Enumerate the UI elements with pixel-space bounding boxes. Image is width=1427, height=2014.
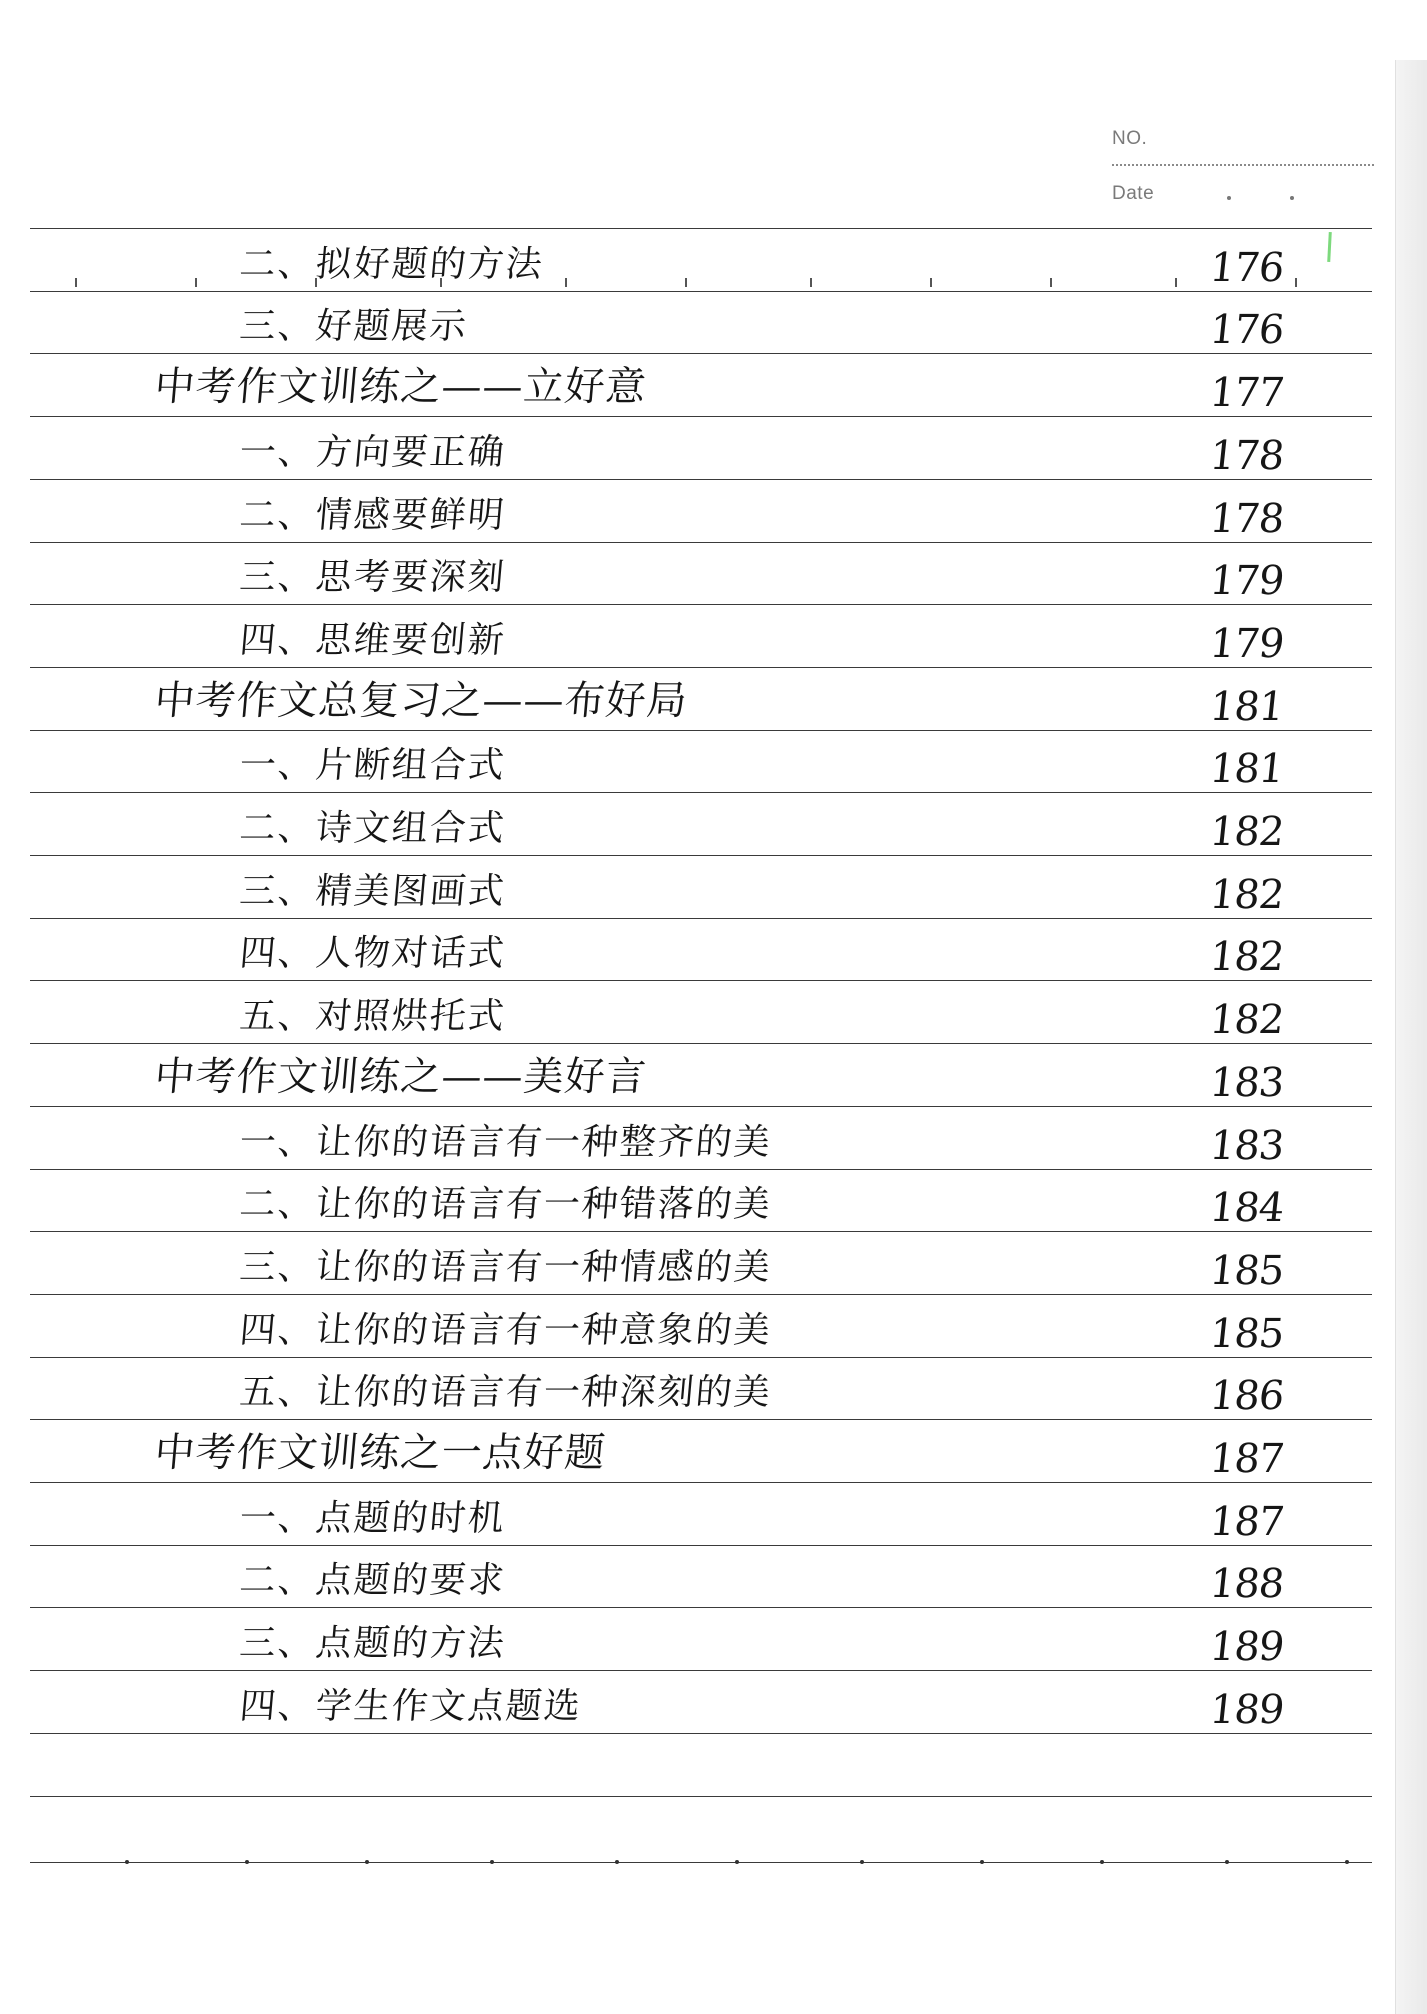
toc-section-entry bbox=[0, 730, 1395, 792]
bottom-rule-dot bbox=[1225, 1860, 1229, 1864]
date-separator-dot bbox=[1227, 196, 1231, 200]
toc-section-entry bbox=[0, 1295, 1395, 1357]
entry-page-number: 176 bbox=[1207, 244, 1286, 291]
bottom-rule-dot bbox=[365, 1860, 369, 1864]
entry-title: 三、好题展示 bbox=[237, 306, 470, 348]
toc-section-entry bbox=[0, 417, 1395, 479]
page-edge bbox=[1395, 60, 1427, 2014]
bottom-rule-dot bbox=[735, 1860, 739, 1864]
bottom-rule-dot bbox=[615, 1860, 619, 1864]
entry-title: 四、思维要创新 bbox=[237, 619, 508, 661]
entry-page-number: 181 bbox=[1207, 683, 1286, 730]
entry-title: 三、让你的语言有一种情感的美 bbox=[237, 1246, 774, 1288]
toc-section-entry bbox=[0, 1545, 1395, 1607]
entry-page-number: 176 bbox=[1207, 307, 1286, 354]
toc-section-entry bbox=[0, 542, 1395, 604]
entry-title: 一、片断组合式 bbox=[237, 745, 508, 787]
bottom-rule-dot bbox=[1100, 1860, 1104, 1864]
entry-title: 中考作文总复习之——布好局 bbox=[152, 677, 690, 724]
toc-section-entry bbox=[0, 291, 1395, 353]
entry-page-number: 188 bbox=[1207, 1561, 1286, 1608]
entry-page-number: 187 bbox=[1207, 1436, 1286, 1482]
toc-section-entry bbox=[0, 856, 1395, 918]
no-label: NO. bbox=[1112, 128, 1148, 149]
entry-title: 二、点题的要求 bbox=[237, 1560, 508, 1602]
entry-page-number: 187 bbox=[1207, 1498, 1286, 1545]
toc-section-entry bbox=[0, 480, 1395, 542]
ruled-line bbox=[30, 1733, 1372, 1734]
entry-page-number: 185 bbox=[1207, 1310, 1286, 1357]
entry-page-number: 189 bbox=[1207, 1686, 1286, 1733]
entry-title: 五、对照烘托式 bbox=[237, 996, 508, 1038]
header-dotted-line bbox=[1112, 164, 1374, 166]
date-label: Date bbox=[1112, 183, 1155, 204]
entry-page-number: 182 bbox=[1207, 809, 1286, 855]
entry-title: 四、人物对话式 bbox=[237, 933, 508, 975]
entry-page-number: 183 bbox=[1207, 1059, 1286, 1106]
entry-page-number: 182 bbox=[1207, 934, 1286, 981]
toc-chapter-entry bbox=[0, 1420, 1395, 1482]
bottom-rule-dot bbox=[245, 1860, 249, 1864]
entry-title: 中考作文训练之——美好言 bbox=[152, 1053, 649, 1100]
entry-page-number: 186 bbox=[1207, 1373, 1286, 1420]
toc-section-entry bbox=[0, 1357, 1395, 1419]
entry-title: 中考作文训练之一点好题 bbox=[152, 1430, 608, 1476]
entry-title: 二、诗文组合式 bbox=[237, 808, 508, 849]
entry-title: 一、点题的时机 bbox=[237, 1497, 508, 1539]
entry-title: 二、拟好题的方法 bbox=[237, 243, 546, 285]
entry-page-number: 185 bbox=[1207, 1247, 1286, 1294]
bottom-rule-dot bbox=[980, 1860, 984, 1864]
entry-page-number: 178 bbox=[1207, 432, 1286, 479]
toc-section-entry bbox=[0, 1169, 1395, 1231]
entry-title: 一、让你的语言有一种整齐的美 bbox=[237, 1121, 774, 1163]
toc-section-entry bbox=[0, 1107, 1395, 1169]
toc-chapter-entry bbox=[0, 1044, 1395, 1106]
entry-title: 三、思考要深刻 bbox=[237, 557, 508, 599]
entry-title: 二、让你的语言有一种错落的美 bbox=[237, 1184, 774, 1226]
toc-section-entry bbox=[0, 981, 1395, 1043]
entry-page-number: 179 bbox=[1207, 558, 1286, 605]
entry-title: 中考作文训练之——立好意 bbox=[152, 364, 649, 411]
entry-page-number: 189 bbox=[1207, 1624, 1286, 1671]
toc-section-entry bbox=[0, 918, 1395, 980]
toc-section-entry bbox=[0, 229, 1395, 291]
bottom-ruled-line bbox=[30, 1862, 1372, 1863]
entry-page-number: 183 bbox=[1207, 1122, 1286, 1169]
entry-title: 四、学生作文点题选 bbox=[237, 1685, 584, 1727]
bottom-rule-dot bbox=[490, 1860, 494, 1864]
entry-page-number: 181 bbox=[1207, 746, 1286, 793]
bottom-rule-dot bbox=[860, 1860, 864, 1864]
toc-section-entry bbox=[0, 605, 1395, 667]
entry-title: 四、让你的语言有一种意象的美 bbox=[237, 1309, 774, 1351]
entry-title: 五、让你的语言有一种深刻的美 bbox=[237, 1372, 774, 1414]
bottom-rule-dot bbox=[125, 1860, 129, 1864]
toc-section-entry bbox=[0, 793, 1395, 855]
bottom-rule-dot bbox=[1345, 1860, 1349, 1864]
entry-page-number: 178 bbox=[1207, 495, 1286, 542]
toc-chapter-entry bbox=[0, 668, 1395, 730]
toc-chapter-entry bbox=[0, 354, 1395, 416]
entry-page-number: 182 bbox=[1207, 997, 1286, 1044]
entry-page-number: 177 bbox=[1207, 370, 1286, 417]
entry-title: 一、方向要正确 bbox=[237, 431, 508, 473]
toc-section-entry bbox=[0, 1608, 1395, 1670]
ruled-line bbox=[30, 1796, 1372, 1797]
toc-section-entry bbox=[0, 1671, 1395, 1733]
entry-title: 二、情感要鲜明 bbox=[237, 494, 508, 536]
toc-section-entry bbox=[0, 1232, 1395, 1294]
toc-section-entry bbox=[0, 1483, 1395, 1545]
entry-page-number: 184 bbox=[1207, 1185, 1286, 1232]
entry-title: 三、点题的方法 bbox=[237, 1623, 508, 1665]
entry-page-number: 182 bbox=[1207, 871, 1286, 918]
entry-page-number: 179 bbox=[1207, 620, 1286, 667]
entry-title: 三、精美图画式 bbox=[237, 870, 508, 912]
date-separator-dot bbox=[1290, 196, 1294, 200]
